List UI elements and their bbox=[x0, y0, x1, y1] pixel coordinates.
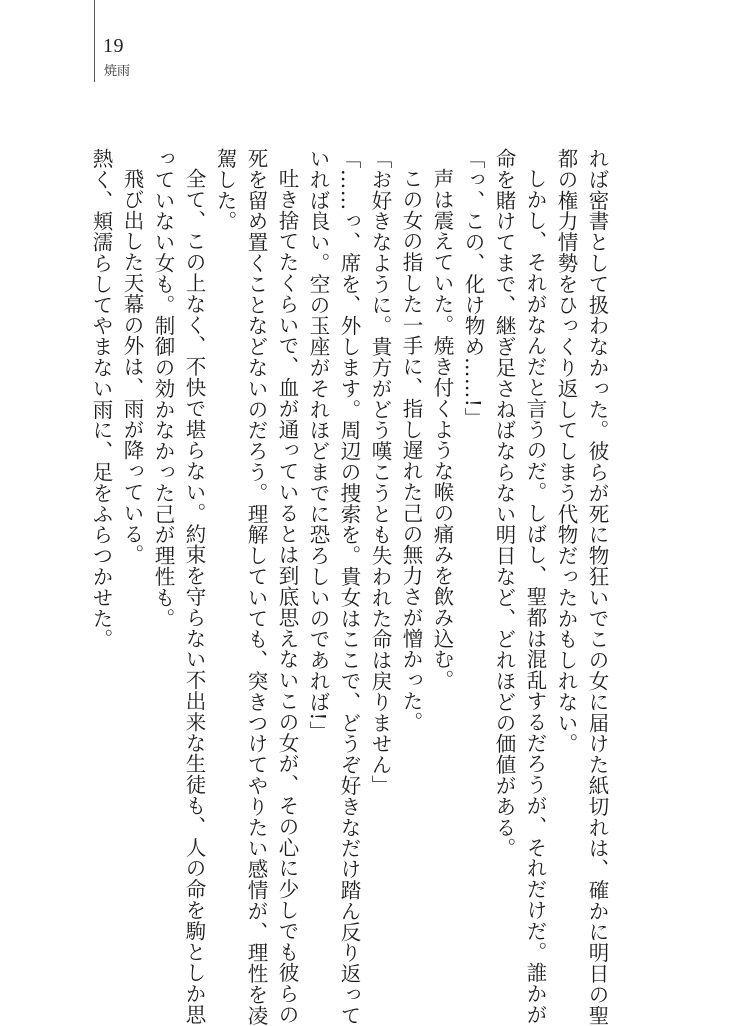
chapter-title: 焼雨 bbox=[104, 64, 131, 79]
text-line: 「……っ、席を、外します。周辺の捜索を。貴女はここで、どうぞ好きなだけ踏ん反り返って bbox=[337, 148, 361, 1026]
text-line: 「お好きなように。貴方がどう嘆こうとも失われた命は戻りません」 bbox=[368, 148, 392, 796]
vertical-text-block bbox=[85, 148, 612, 1026]
text-line: 声は震えていた。焼き付くような喉の痛みを飲み込む。 bbox=[430, 168, 454, 691]
text-line: っていない女も。制御の効かなかった己が理性も。 bbox=[151, 148, 175, 629]
text-line: 都の権力情勢をひっくり返してしまう代物だったかもしれない。 bbox=[554, 148, 578, 755]
text-line: 「っ、この、化け物め……!」 bbox=[461, 148, 485, 429]
text-line: いれば良い。空の玉座がそれほどまでに恐ろしいのであれば!」 bbox=[306, 148, 330, 742]
page-number: 19 bbox=[103, 35, 124, 57]
text-line: 駕した。 bbox=[213, 148, 237, 232]
text-line: 飛び出した天幕の外は、雨が降っている。 bbox=[120, 168, 144, 566]
text-line: 全て、この上なく、不快で堪らない。約束を守らない不出来な生徒も、人の命を駒としか思 bbox=[182, 168, 206, 1025]
text-line: この女の指した一手に、指し遅れた己の無力さが憎かった。 bbox=[399, 168, 423, 733]
text-line: 吐き捨てたくらいで、血が通っているとは到底思えないこの女が、その心に少しでも彼らの bbox=[275, 168, 299, 1025]
text-line: 命を賭けてまで、継ぎ足さねばならない明日など、どれほどの価値がある。 bbox=[492, 148, 516, 859]
text-line: 死を留め置くことなどないのだろう。理解していても、突きつけてやりたい感情が、理性を凌 bbox=[244, 148, 268, 1026]
text-line: れば密書として扱わなかった。彼らが死に物狂いでこの女に届けた紙切れは、確かに明日の聖 bbox=[585, 148, 609, 1026]
margin-rule bbox=[94, 0, 95, 82]
text-line: 熱く、頬濡らしてやまない雨に、足をふらつかせた。 bbox=[89, 148, 113, 650]
text-line: しかし、それがなんだと言うのだ。しばし、聖都は混乱するだろうが、それだけだ。誰かが bbox=[523, 168, 547, 1025]
